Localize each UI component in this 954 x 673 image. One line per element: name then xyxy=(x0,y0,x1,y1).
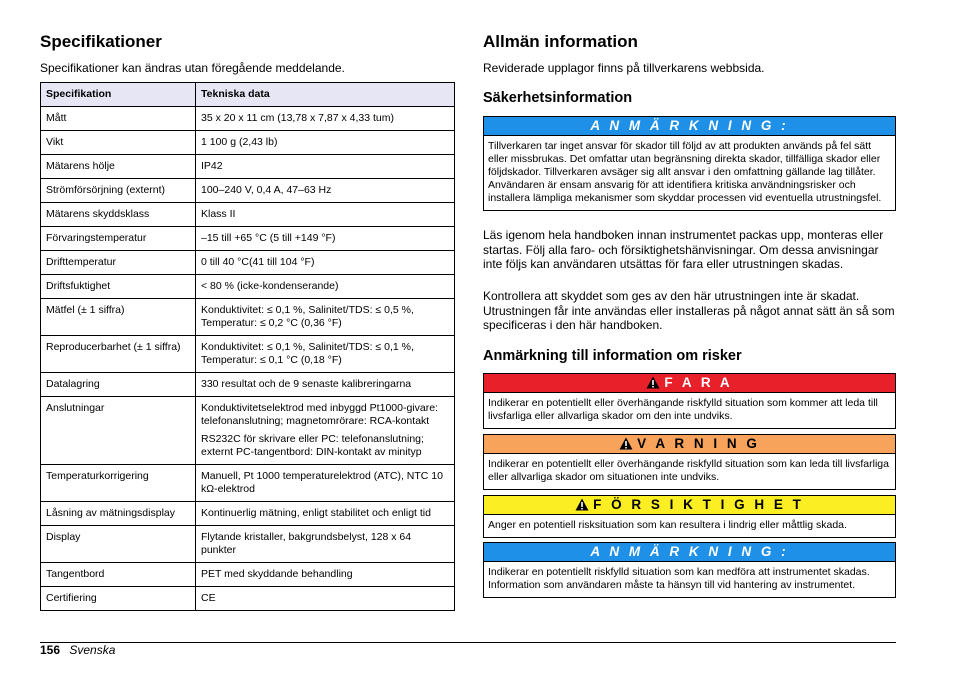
table-cell: Vikt xyxy=(41,131,196,155)
table-row xyxy=(41,336,455,373)
caution-box xyxy=(483,495,896,538)
page-footer xyxy=(40,643,115,657)
table-cell: PET med skyddande behandling xyxy=(196,563,455,587)
table-cell: Mätarens skyddsklass xyxy=(41,203,196,227)
table-cell: Mått xyxy=(41,107,196,131)
table-cell-line: Konduktivitetselektrod med inbyggd Pt1000-givare: telefonanslutning; magnetomrörare: RCA-kontakt xyxy=(201,402,438,427)
table-cell: Flytande kristaller, bakgrundsbelyst, 128 x 64 punkter xyxy=(196,526,455,563)
note-text-2: Indikerar en potentiellt riskfylld situation som kan medföra att instrumentet skadas. Information som användaren måste ta hänsyn till vid hantering av instrumentet. xyxy=(488,566,870,591)
specifications-intro: Specifikationer kan ändras utan föregående meddelande. xyxy=(40,61,345,75)
table-header-row xyxy=(41,83,455,107)
table-row xyxy=(41,299,455,336)
warning-triangle-icon xyxy=(619,437,633,455)
risk-info-title: Anmärkning till information om risker xyxy=(483,348,742,364)
table-cell: 35 x 20 x 11 cm (13,78 x 7,87 x 4,33 tum) xyxy=(196,107,455,131)
table-cell: –15 till +65 °C (5 till +149 °F) xyxy=(196,227,455,251)
page-number: 156 xyxy=(40,643,61,657)
safety-paragraph: Läs igenom hela handboken innan instrumentet packas upp, monteras eller startas. Följ alla faro- och försiktighetshänvisningar. Om dessa anvisningar inte följs kan användaren utsättas för fara eller utrustningen skadas. xyxy=(483,228,884,271)
caution-text: Anger en potentiell risksituation som kan resultera i lindrig eller måttlig skada. xyxy=(488,519,847,531)
table-cell xyxy=(196,397,455,465)
warning-text: Indikerar en potentiellt eller överhängande riskfylld situation som kan leda till livsfarliga eller allvarliga skador om situationen inte undviks. xyxy=(488,458,889,483)
table-cell: Konduktivitet: ≤ 0,1 %, Salinitet/TDS: ≤ 0,1 %, Temperatur: ≤ 0,1 °C (0,18 °F) xyxy=(196,336,455,373)
note-header: A N M Ä R K N I N G : xyxy=(484,117,895,136)
table-row xyxy=(41,107,455,131)
danger-text: Indikerar en potentiellt eller överhängande riskfylld situation som kommer att leda till livsfarliga eller allvarliga skador om den inte undviks. xyxy=(488,397,878,422)
general-info-title: Allmän information xyxy=(483,32,638,51)
note-header-2: A N M Ä R K N I N G : xyxy=(484,543,895,562)
table-cell: 330 resultat och de 9 senaste kalibreringarna xyxy=(196,373,455,397)
note-box xyxy=(483,116,896,211)
warning-triangle-icon xyxy=(646,376,660,394)
safety-info-title: Säkerhetsinformation xyxy=(483,90,633,106)
note-text: Tillverkaren tar inget ansvar för skador till följd av att produkten används på fel sätt eller missbrukas. Det omfattar utan begränsning direkta skador, tillfälliga skador eller följdskador. Tillverkaren avsäger sig allt ansvar i den omfattning gällande lag tillåter. Användaren är ensam ansvarig för att identifiera kritiska användningsrisker och installera lämpliga mekanismer som skyddar processen vid eventuella utrustningsfel. xyxy=(488,140,882,204)
table-header-cell: Tekniska data xyxy=(196,83,455,107)
table-cell: 100–240 V, 0,4 A, 47–63 Hz xyxy=(196,179,455,203)
warning-box xyxy=(483,434,896,490)
caution-header xyxy=(484,496,895,515)
table-row xyxy=(41,227,455,251)
table-row xyxy=(41,563,455,587)
footer-divider xyxy=(40,642,896,643)
table-cell-line: RS232C för skrivare eller PC: telefonanslutning; externt PC-tangentbord: DIN-kontakt av minityp xyxy=(201,433,424,458)
table-row xyxy=(41,373,455,397)
safety-paragraph: Kontrollera att skyddet som ges av den här utrustningen inte är skadat. Utrustningen får inte användas eller installeras på något annat sätt än så som specificeras i den här handboken. xyxy=(483,289,895,332)
table-cell: Certifiering xyxy=(41,587,196,611)
table-cell: Manuell, Pt 1000 temperaturelektrod (ATC), NTC 10 kΩ-elektrod xyxy=(196,465,455,502)
table-cell: Temperaturkorrigering xyxy=(41,465,196,502)
table-cell: Förvaringstemperatur xyxy=(41,227,196,251)
table-header-cell: Specifikation xyxy=(41,83,196,107)
table-row xyxy=(41,179,455,203)
table-row xyxy=(41,502,455,526)
table-row xyxy=(41,397,455,465)
specifications-title: Specifikationer xyxy=(40,32,162,51)
table-row xyxy=(41,155,455,179)
table-cell: Konduktivitet: ≤ 0,1 %, Salinitet/TDS: ≤ 0,5 %, Temperatur: ≤ 0,2 °C (0,36 °F) xyxy=(196,299,455,336)
table-cell: IP42 xyxy=(196,155,455,179)
caution-label: F Ö R S I K T I G H E T xyxy=(593,497,804,512)
specifications-table xyxy=(40,82,455,611)
table-cell: Reproducerbarhet (± 1 siffra) xyxy=(41,336,196,373)
table-row xyxy=(41,526,455,563)
danger-box xyxy=(483,373,896,429)
note-box-2 xyxy=(483,542,896,598)
table-cell: Låsning av mätningsdisplay xyxy=(41,502,196,526)
warning-label: V A R N I N G xyxy=(637,436,760,451)
table-cell: Tangentbord xyxy=(41,563,196,587)
table-cell: Klass II xyxy=(196,203,455,227)
table-cell: Display xyxy=(41,526,196,563)
table-cell: Driftsfuktighet xyxy=(41,275,196,299)
table-cell: Mätarens hölje xyxy=(41,155,196,179)
table-row xyxy=(41,203,455,227)
table-cell: < 80 % (icke-kondenserande) xyxy=(196,275,455,299)
table-row xyxy=(41,275,455,299)
danger-header xyxy=(484,374,895,393)
table-cell: Datalagring xyxy=(41,373,196,397)
table-row xyxy=(41,587,455,611)
warning-triangle-icon xyxy=(575,498,589,516)
table-cell: Drifttemperatur xyxy=(41,251,196,275)
table-cell: Kontinuerlig mätning, enligt stabilitet och enligt tid xyxy=(196,502,455,526)
page-language: Svenska xyxy=(69,643,116,657)
table-row xyxy=(41,251,455,275)
danger-label: F A R A xyxy=(664,375,733,390)
table-cell: 0 till 40 °C(41 till 104 °F) xyxy=(196,251,455,275)
table-cell: 1 100 g (2,43 lb) xyxy=(196,131,455,155)
table-row xyxy=(41,465,455,502)
table-row xyxy=(41,131,455,155)
general-info-intro: Reviderade upplagor finns på tillverkarens webbsida. xyxy=(483,61,765,75)
table-cell: CE xyxy=(196,587,455,611)
warning-header xyxy=(484,435,895,454)
table-cell: Strömförsörjning (externt) xyxy=(41,179,196,203)
table-cell: Mätfel (± 1 siffra) xyxy=(41,299,196,336)
table-cell: Anslutningar xyxy=(41,397,196,465)
